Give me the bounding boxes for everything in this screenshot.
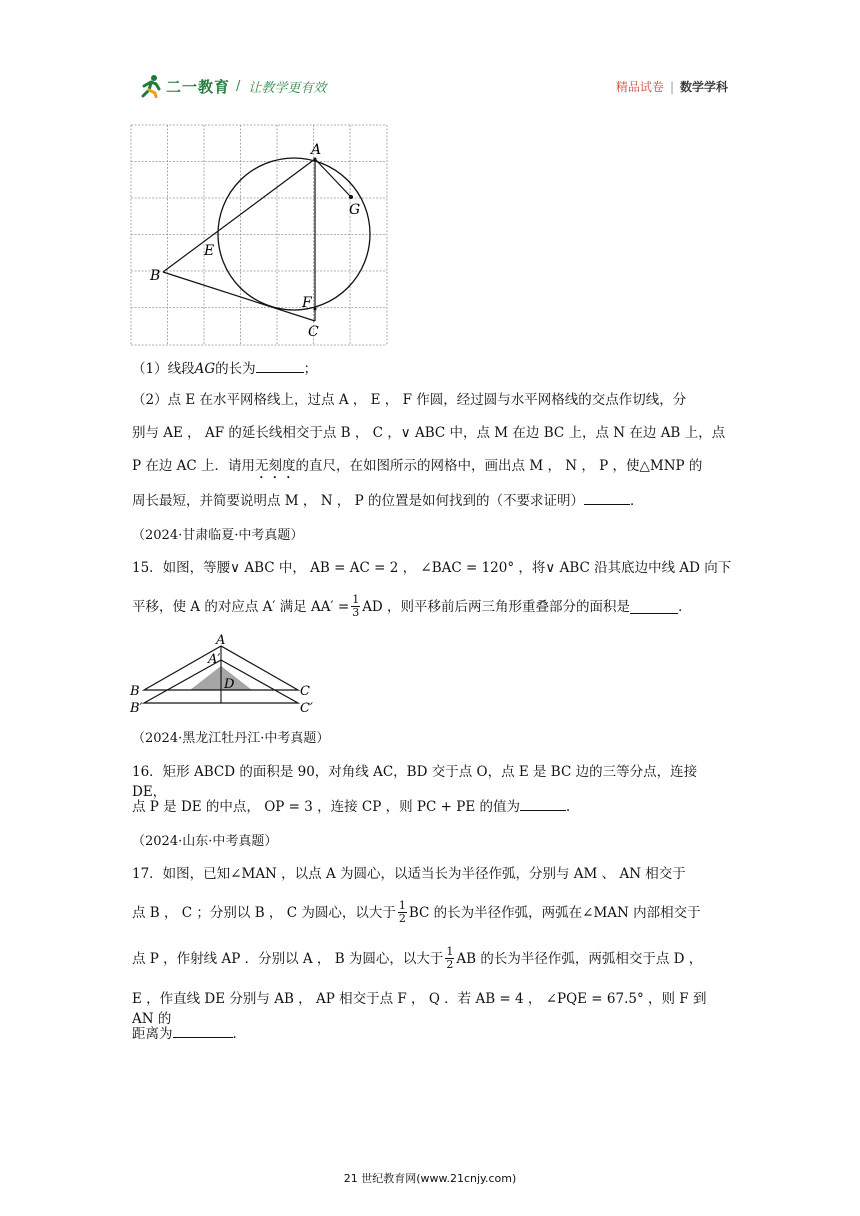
label-b: B (130, 684, 140, 699)
fraction: $\frac{1}{2}$ (398, 899, 406, 925)
brand-slogan: 让教学更有效 (248, 80, 327, 96)
q14-source: （2024·甘肃临夏·中考真题） (132, 528, 304, 543)
label-b-prime: B′ (130, 701, 143, 716)
q16-line2: 点 P 是 DE 的中点， OP = 3 ，连接 CP ，则 PC + PE 的值为 ． (132, 796, 732, 817)
label-a: A (311, 142, 322, 158)
brand-logo (138, 74, 326, 98)
label-b: B (150, 268, 161, 284)
answer-blank[interactable] (584, 490, 630, 505)
q16-line1: 16．矩形 ABCD 的面积是 90，对角线 AC，BD 交于点 O，点 E 是 BC 边的三等分点，连接 DE， (132, 764, 698, 800)
q16-source: （2024·山东·中考真题） (132, 834, 278, 849)
q17-line1: 17．如图，已知∠MAN ，以点 A 为圆心，以适当长为半径作弧，分别与 AM 、 AN 相交于 (132, 866, 686, 882)
header-subject-name: 数学学科 (679, 80, 728, 94)
header-premium: 精品试卷 (615, 80, 664, 94)
q14-line4: 周长最短，并简要说明点 M ， N ， P 的位置是如何找到的（不要求证明） ． (132, 490, 732, 511)
label-c: C (300, 684, 310, 699)
label-d: D (224, 677, 235, 692)
answer-blank[interactable] (173, 1023, 233, 1038)
point-f (314, 308, 317, 311)
q15-line1: 15．如图，等腰∨ ABC 中， AB = AC = 2 ， ∠BAC = 120° ，将∨ ABC 沿其底边中线 AD 向下 (132, 560, 732, 576)
answer-blank[interactable] (256, 358, 304, 373)
page-header (138, 74, 728, 104)
label-g: G (349, 202, 361, 218)
label-c-prime: C′ (300, 701, 313, 716)
page-footer: 21 世纪教育网(www.21cnjy.com) (343, 1172, 517, 1185)
q15-source: （2024·黑龙江牡丹江·中考真题） (132, 731, 330, 746)
header-slash: / (236, 78, 241, 94)
answer-blank[interactable] (520, 796, 566, 811)
runner-logo-icon (138, 74, 164, 98)
q17-line4: E ，作直线 DE 分别与 AB ， AP 相交于点 F ， Q ．若 AB = 4 ， ∠PQE = 67.5° ，则 F 到 AN 的 (132, 991, 707, 1027)
q17-line5: 距离为 ． (132, 1023, 732, 1044)
segment-bc (163, 272, 315, 321)
label-e: E (204, 243, 215, 259)
fraction: $\frac{1}{3}$ (352, 593, 360, 619)
label-a-prime: A′ (208, 652, 221, 667)
label-a: A (216, 633, 226, 648)
q17-line3: 点 P ，作射线 AP ．分别以 A ， B 为圆心，以大于 $\frac{1}{2}$ AB 的长为半径作弧，两弧相交于点 D ， (132, 945, 703, 971)
fraction: $\frac{1}{2}$ (446, 945, 454, 971)
q17-line2: 点 B ， C ；分别以 B ， C 为圆心，以大于 $\frac{1}{2}$ BC 的长为半径作弧，两弧在∠MAN 内部相交于 (132, 899, 701, 925)
q14-line1: （2）点 E 在水平网格线上，过点 A ， E ， F 作圆，经过圆与水平网格线的交点作切线，分 (132, 392, 687, 408)
header-subject: 精品试卷 | 数学学科 (615, 80, 728, 94)
grid-circle-figure (130, 124, 392, 348)
segment-ab (163, 159, 315, 272)
triangle-translation-figure (128, 630, 328, 718)
q15-line2: 平移，使 A 的对应点 A′ 满足 AA′ = $\frac{1}{3}$ AD ，则平移前后两三角形重叠部分的面积是 ． (132, 593, 692, 619)
q14-line2: 别与 AE ， AF 的延长线相交于点 B ， C ，∨ ABC 中，点 M 在边 BC 上，点 N 在边 AB 上，点 (132, 425, 726, 441)
brand-name: 二一教育 (166, 77, 231, 96)
q14-part1: （1）线段AG的长为 ； (132, 358, 732, 379)
grid-lines (131, 125, 387, 345)
q14-line3: P 在边 AC 上．请用无刻度的直尺，在如图所示的网格中，画出点 M ， N ， P ，使△MNP 的 (132, 458, 703, 474)
answer-blank[interactable] (630, 599, 678, 614)
label-f: F (302, 295, 312, 311)
point-g (349, 195, 353, 199)
label-c: C (308, 324, 319, 340)
